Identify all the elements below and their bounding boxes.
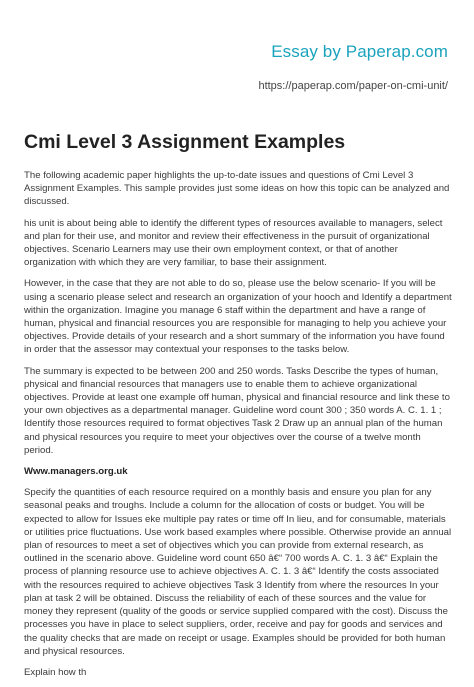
paragraph: his unit is about being able to identify the different types of resources available to managers, select and plan for their use, and monitor and review their effectiveness in the pursuit of organizational objectives. Scenario Learners may use their own employment context, or that of another organization with which they are very familiar, to base their assignment. <box>24 217 443 269</box>
page-title: Cmi Level 3 Assignment Examples <box>24 131 346 153</box>
paragraph: However, in the case that they are not able to do so, please use the below scenario- If you will be using a scenario please select and research an organization of your hooch and Identify a department within the organization. Imagine you manage 6 staff within the department and have a range of human, physical and financial resources you are responsible for managing to help you achieve your objectives. Provide details of your research and a short summary of the information you have found in order that the assessor may contextual your responses to the tasks below. <box>24 278 452 356</box>
paragraph: Specify the quantities of each resource required on a monthly basis and ensure you plan for any seasonal peaks and troughs. Include a column for the allocation of costs or budget. You will be expected to allow for Issues eke multiple pay rates or time off In lieu, and for consumable, materials or utilities price fluctuations. Use work based examples where possible. Otherwise provide an annual plan of resources to meet a set of objectives which you can provide from external research, as outlined in the scenario above. Guideline word count 650 â€“ 700 words A. C. 1. 3 â€“ Explain the process of planning resource use to achieve objectives A. C. 1. 3 â€“ Identify the costs associated with the resources required to achieve objectives Task 3 Identify from where the resources In your plan at task 2 will be obtained. Discuss the reliability of each of these sources and the value for money they represent (quality of the goods or service supplied compared with the cost). Discuss the processes you have in place to select suppliers, order, receive and pay for goods and services and the quality checks that are made on receipt or usage. Examples should be provided for both human and physical resources. <box>24 487 452 657</box>
source-url[interactable]: https://paperap.com/paper-on-cmi-unit/ <box>258 80 448 92</box>
paragraph: The summary is expected to be between 200 and 250 words. Tasks Describe the types of human, physical and financial resources that managers use to enable them to achieve organizational objectives. Provide at least one example off human, physical and financial resource and link these to your own objectives as a departmental manager. Guideline word count 300 ; 350 words A. C. 1. 1 ; Identify those resources required to format objectives Task 2 Draw up an annual plan of the human and physical resources you require to meet your objectives over the course of a twelve month period. <box>24 365 450 456</box>
source-link[interactable]: Www.managers.org.uk <box>24 466 128 478</box>
essay-body <box>24 169 452 687</box>
paragraph-truncated: Explain how th <box>24 666 87 678</box>
site-brand[interactable]: Essay by Paperap.com <box>271 42 448 61</box>
paragraph-intro: The following academic paper highlights the up-to-date issues and questions of Cmi Level 3 Assignment Examples. This sample provides just some ideas on how this topic can be analyzed and discussed. <box>24 170 450 208</box>
